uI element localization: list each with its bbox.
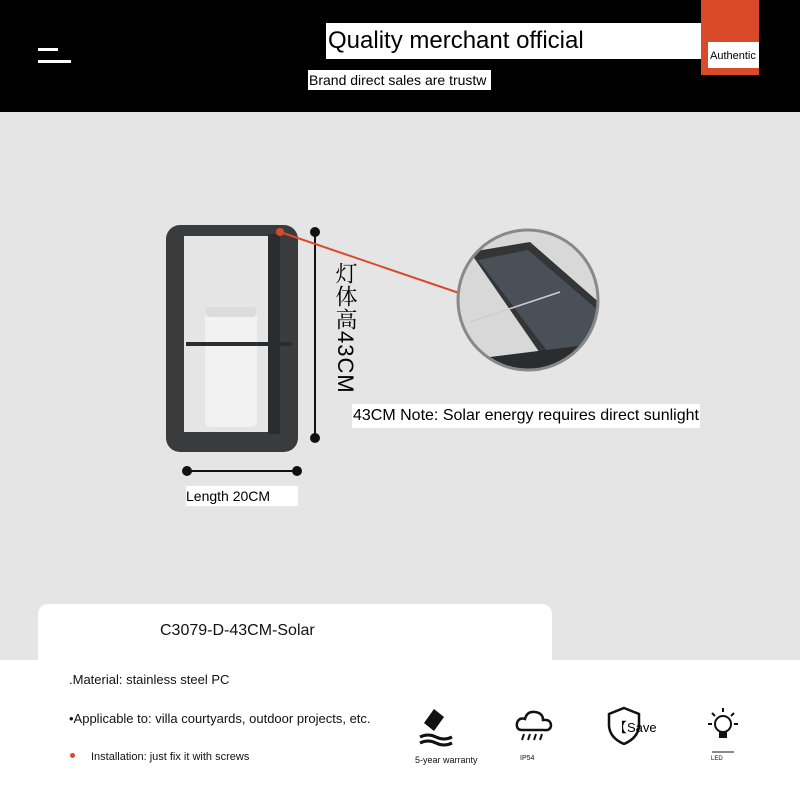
spec-material: .Material: stainless steel PC [69,672,230,687]
lamp-side-post [268,234,280,434]
page-subtitle: Brand direct sales are trustw [308,70,491,90]
warranty-icon [416,707,456,747]
led-label: LED [711,756,723,762]
menu-icon[interactable] [38,48,72,66]
product-illustration [0,112,800,660]
lamp-rail [186,342,292,346]
spec-installation: Installation: just fix it with screws [91,751,250,763]
authentic-badge-label: Authentic [708,42,759,68]
bullet-dot [70,753,75,758]
product-image-area [0,112,800,660]
height-label: 灯体高43CM [333,262,358,394]
solar-note: 43CM Note: Solar energy requires direct sunlight [352,404,700,428]
rain-cloud-icon [514,708,554,744]
lightbulb-icon [704,706,742,754]
detail-pointer-line [280,232,462,294]
save-label: 【Save [614,720,657,735]
model-code: C3079-D-43CM-Solar [160,622,315,639]
lamp-cylinder [205,307,257,427]
page-title: Quality merchant official [326,23,748,59]
length-label: Length 20CM [186,486,298,506]
solar-panel-zoom [450,222,610,382]
waterproof-label: IP54 [520,755,535,762]
spec-applicable: •Applicable to: villa courtyards, outdoor projects, etc. [69,711,371,726]
warranty-label: 5-year warranty [415,755,478,765]
